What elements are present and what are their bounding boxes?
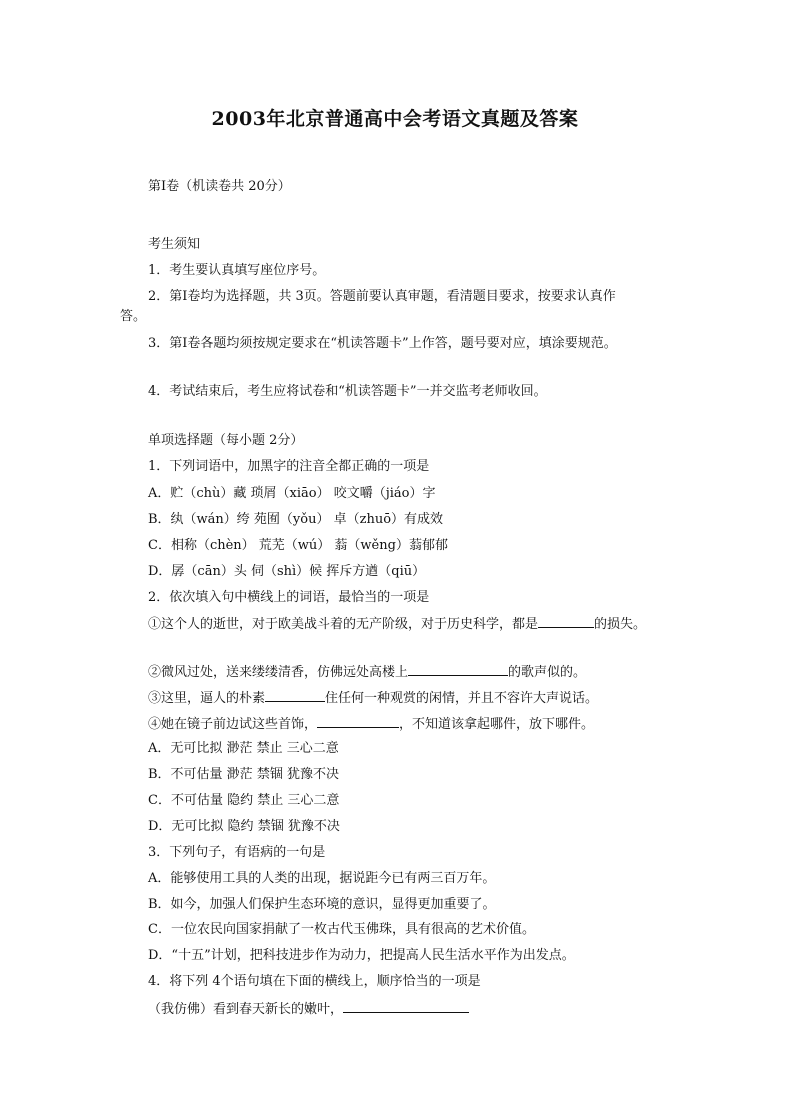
option: C．相称（chèn） 荒芜（wú） 蓊（wěng）蓊郁郁 (148, 538, 448, 553)
option: D．孱（cān）头 伺（shì）候 挥斥方遒（qiū） (148, 564, 426, 579)
sentence (148, 615, 646, 633)
notice-item: 3．第Ⅰ卷各题均须按规定要求在“机读答题卡”上作答，题号要对应，填涂要规范。 (148, 336, 617, 351)
answer-blank (538, 615, 594, 628)
sentence (148, 1000, 469, 1018)
sentence-text: ，不知道该拿起哪件，放下哪件。 (399, 717, 595, 732)
section-heading-part1: 第Ⅰ卷（机读卷共 20分） (148, 179, 291, 194)
notice-item: 2．第Ⅰ卷均为选择题，共 3页。答题前要认真审题，看清题目要求，按要求认真作 (148, 289, 616, 304)
answer-blank (265, 689, 325, 702)
sentence (148, 663, 586, 681)
notice-heading: 考生须知 (148, 237, 201, 252)
option: B．不可估量 渺茫 禁锢 犹豫不决 (148, 767, 339, 782)
option: C．不可估量 隐约 禁止 三心二意 (148, 793, 340, 808)
option: A．无可比拟 渺茫 禁止 三心二意 (148, 741, 339, 756)
notice-item: 4．考试结束后，考生应将试卷和“机读答题卡”一并交监考老师收回。 (148, 384, 547, 399)
question-stem: 3．下列句子，有语病的一句是 (148, 845, 326, 860)
option: B．如今，加强人们保护生态环境的意识，显得更加重要了。 (148, 897, 496, 912)
option: C．一位农民向国家捐献了一枚古代玉佛珠，具有很高的艺术价值。 (148, 922, 535, 937)
notice-item: 1．考生要认真填写座位序号。 (148, 263, 326, 278)
option: B．纨（wán）绔 苑囿（yǒu） 卓（zhuō）有成效 (148, 512, 444, 527)
option: A．能够使用工具的人类的出现，据说距今已有两三百万年。 (148, 871, 496, 886)
sentence-text: （我仿佛）看到春天新长的嫩叶， (148, 1002, 344, 1017)
sentence (148, 689, 598, 707)
sentence-text: ④她在镜子前边试这些首饰， (148, 717, 318, 732)
sentence (148, 715, 594, 733)
question-stem: 4．将下列 4个语句填在下面的横线上，顺序恰当的一项是 (148, 974, 481, 989)
sentence-text: ②微风过处，送来缕缕清香，仿佛远处高楼上 (148, 665, 409, 680)
option: D．无可比拟 隐约 禁锢 犹豫不决 (148, 819, 340, 834)
answer-blank (317, 715, 399, 728)
question-stem: 2．依次填入句中横线上的词语，最恰当的一项是 (148, 590, 430, 605)
option: D．“十五”计划，把科技进步作为动力，把提高人民生活水平作为出发点。 (148, 948, 575, 963)
question-stem: 1．下列词语中，加黑字的注音全都正确的一项是 (148, 459, 430, 474)
sentence-text: ③这里，逼人的朴素 (148, 691, 266, 706)
notice-item-continuation: 答。 (120, 309, 147, 324)
answer-blank (408, 663, 508, 676)
sentence-text: 的损失。 (594, 617, 647, 632)
sentence-text: 的歌声似的。 (508, 665, 587, 680)
sentence-text: ①这个人的逝世，对于欧美战斗着的无产阶级，对于历史科学，都是 (148, 617, 539, 632)
answer-blank (343, 1000, 469, 1013)
option: A．贮（chù）藏 琐屑（xiāo） 咬文嚼（jiáo）字 (148, 486, 436, 501)
sentence-text: 住任何一种观赏的闲情，并且不容许大声说话。 (325, 691, 599, 706)
page-title: 2003年北京普通高中会考语文真题及答案 (211, 108, 579, 130)
section-heading-choice: 单项选择题（每小题 2分） (148, 433, 304, 448)
